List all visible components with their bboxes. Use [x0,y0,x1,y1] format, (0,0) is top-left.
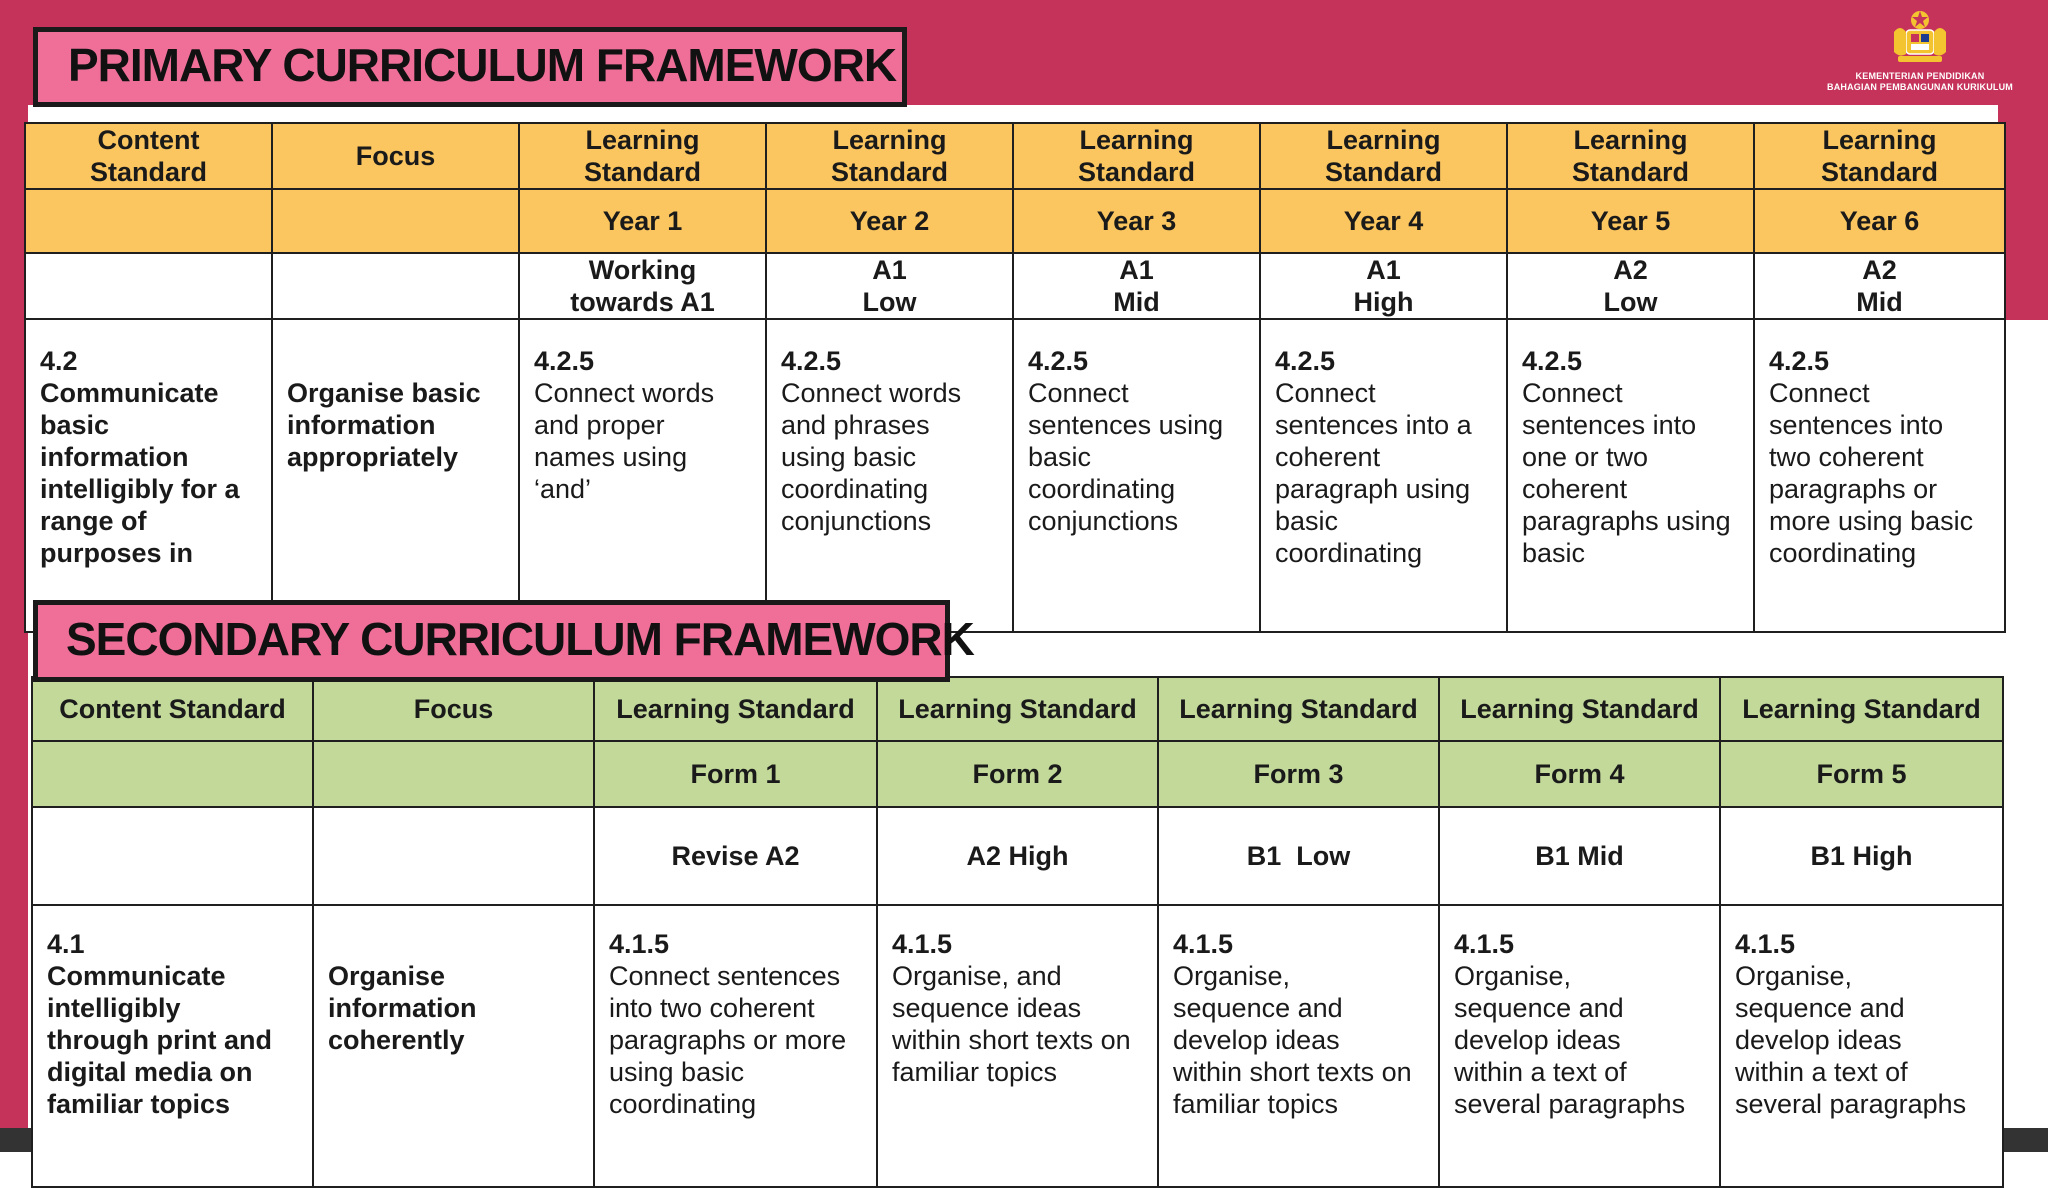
empty-cell [25,253,272,319]
learning-standard-text: Organise, sequence and develop ideas within short texts on familiar topics [1173,961,1412,1119]
cefr-level: B1 High [1720,807,2003,905]
year-label: Year 1 [519,189,766,253]
primary-year-row [25,189,2005,253]
secondary-content-row [32,905,2003,1187]
primary-header-learning-standard: Learning Standard [1754,123,2005,189]
crest-icon [1880,6,1960,66]
secondary-header-learning-standard: Learning Standard [594,677,877,741]
cefr-level: Working towards A1 [519,253,766,319]
primary-header-learning-standard: Learning Standard [1013,123,1260,189]
content-standard-text: Communicate basic information intelligibly for a range of purposes in [40,378,240,568]
empty-cell [272,253,519,319]
learning-standard-code: 4.1.5 [609,929,670,959]
secondary-header-learning-standard: Learning Standard [877,677,1158,741]
learning-standard-code: 4.2.5 [1769,346,1830,376]
learning-standard-cell [766,319,1013,632]
learning-standard-text: Connect sentences into one or two coherent paragraphs using basic [1522,378,1731,568]
cefr-level: A2 Low [1507,253,1754,319]
form-label: Form 4 [1439,741,1720,807]
secondary-header-learning-standard: Learning Standard [1720,677,2003,741]
learning-standard-text: Connect words and phrases using basic coordinating conjunctions [781,378,962,536]
year-label: Year 3 [1013,189,1260,253]
primary-content-row [25,319,2005,632]
cefr-level: A1 High [1260,253,1507,319]
empty-cell [272,189,519,253]
empty-cell [25,189,272,253]
primary-header-learning-standard: Learning Standard [766,123,1013,189]
empty-cell [32,741,313,807]
logo-line-ministry: KEMENTERIAN PENDIDIKAN [1855,71,1985,81]
cefr-level: A1 Low [766,253,1013,319]
learning-standard-cell [519,319,766,632]
secondary-content-standard-cell [32,905,313,1187]
cefr-level: A2 Mid [1754,253,2005,319]
year-label: Year 5 [1507,189,1754,253]
secondary-framework-title: SECONDARY CURRICULUM FRAMEWORK [33,600,950,682]
learning-standard-cell [1158,905,1439,1187]
year-label: Year 2 [766,189,1013,253]
primary-framework-table [24,122,2006,633]
learning-standard-code: 4.2.5 [534,346,595,376]
primary-header-focus: Focus [272,123,519,189]
primary-focus-cell [272,319,519,632]
primary-header-learning-standard: Learning Standard [519,123,766,189]
primary-content-standard-cell [25,319,272,632]
learning-standard-cell [1720,905,2003,1187]
learning-standard-text: Connect sentences using basic coordinating conjunctions [1028,378,1224,536]
empty-cell [32,807,313,905]
secondary-header-row [32,677,2003,741]
learning-standard-code: 4.2.5 [781,346,842,376]
secondary-header-learning-standard: Learning Standard [1158,677,1439,741]
learning-standard-cell [1013,319,1260,632]
empty-cell [313,807,594,905]
secondary-header-learning-standard: Learning Standard [1439,677,1720,741]
primary-framework-title: PRIMARY CURRICULUM FRAMEWORK [33,27,907,107]
learning-standard-code: 4.1.5 [892,929,953,959]
learning-standard-code: 4.1.5 [1735,929,1796,959]
learning-standard-text: Connect words and proper names using ‘and’ [534,378,715,504]
learning-standard-cell [1439,905,1720,1187]
secondary-focus-cell [313,905,594,1187]
secondary-form-row [32,741,2003,807]
learning-standard-code: 4.1.5 [1173,929,1234,959]
learning-standard-text: Organise, and sequence ideas within short texts on familiar topics [892,961,1131,1087]
year-label: Year 4 [1260,189,1507,253]
learning-standard-cell [1754,319,2005,632]
learning-standard-code: 4.2.5 [1028,346,1089,376]
learning-standard-text: Organise, sequence and develop ideas within a text of several paragraphs [1735,961,1967,1119]
secondary-framework-table [31,676,2004,1188]
content-standard-code: 4.1 [47,929,85,959]
cefr-level: Revise A2 [594,807,877,905]
learning-standard-code: 4.1.5 [1454,929,1515,959]
primary-header-learning-standard: Learning Standard [1260,123,1507,189]
learning-standard-cell [1260,319,1507,632]
learning-standard-text: Connect sentences into two coherent paragraphs or more using basic coordinating [1769,378,1974,568]
learning-standard-code: 4.2.5 [1275,346,1336,376]
content-standard-text: Communicate intelligibly through print and digital media on familiar topics [47,961,272,1119]
learning-standard-text: Connect sentences into two coherent paragraphs or more using basic coordinating [609,961,847,1119]
secondary-header-focus: Focus [313,677,594,741]
primary-level-row [25,253,2005,319]
cefr-level: A2 High [877,807,1158,905]
empty-cell [313,741,594,807]
content-standard-code: 4.2 [40,346,78,376]
learning-standard-text: Connect sentences into a coherent paragraph using basic coordinating [1275,378,1472,568]
logo-line-division: BAHAGIAN PEMBANGUNAN KURIKULUM [1827,82,2013,92]
ministry-logo [1800,6,2040,106]
primary-header-row [25,123,2005,189]
learning-standard-cell [877,905,1158,1187]
cefr-level: A1 Mid [1013,253,1260,319]
primary-header-learning-standard: Learning Standard [1507,123,1754,189]
cefr-level: B1 Mid [1439,807,1720,905]
focus-text: Organise basic information appropriately [287,378,481,472]
learning-standard-cell [1507,319,1754,632]
learning-standard-cell [594,905,877,1187]
year-label: Year 6 [1754,189,2005,253]
form-label: Form 5 [1720,741,2003,807]
cefr-level: B1 Low [1158,807,1439,905]
form-label: Form 3 [1158,741,1439,807]
focus-text: Organise information coherently [328,961,477,1055]
primary-header-content-standard: Content Standard [25,123,272,189]
secondary-header-content-standard: Content Standard [32,677,313,741]
form-label: Form 1 [594,741,877,807]
form-label: Form 2 [877,741,1158,807]
learning-standard-code: 4.2.5 [1522,346,1583,376]
learning-standard-text: Organise, sequence and develop ideas within a text of several paragraphs [1454,961,1686,1119]
secondary-level-row [32,807,2003,905]
